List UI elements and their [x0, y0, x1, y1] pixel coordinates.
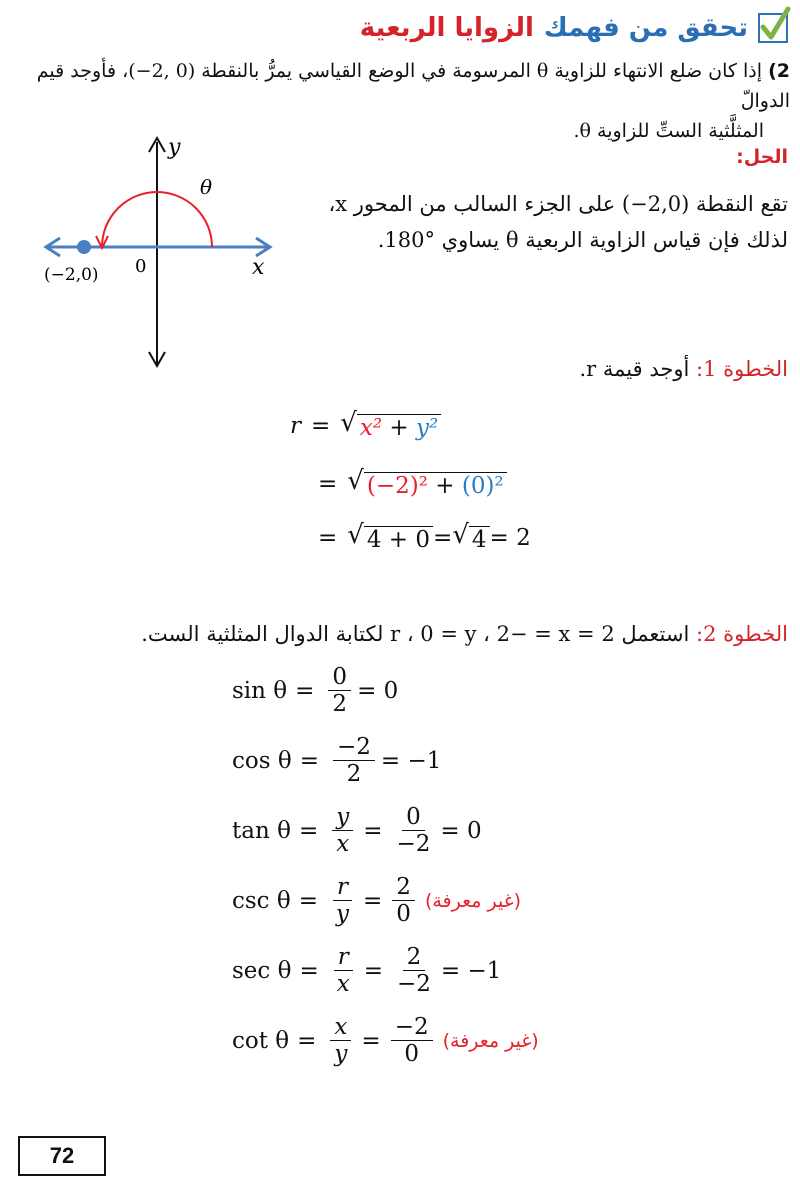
- sin-denominator: 2: [332, 691, 348, 718]
- topic-title: الزوايا الربعية: [359, 13, 534, 43]
- sin-label: sin θ: [232, 677, 288, 704]
- radicand-sum: 4 + 0: [364, 526, 433, 553]
- cot-row: [232, 1014, 539, 1068]
- origin-label: 0: [135, 256, 147, 277]
- theta-label: θ: [200, 175, 213, 199]
- solution-line-1: تقع النقطة (2,0−) على الجزء السالب من المحور x،: [328, 192, 788, 216]
- equals-sign: =: [318, 524, 338, 551]
- tan-denominator-value: −2: [396, 831, 431, 858]
- y-axis-label: y: [168, 135, 181, 160]
- tan-result: = 0: [440, 817, 482, 844]
- cos-label: cos θ: [232, 747, 292, 774]
- step-2-text: استعمل 2 = r ، 0 = y ، 2− = x لكتابة الدوال المثلثية الست.: [141, 622, 690, 646]
- equals-sign: =: [318, 470, 338, 497]
- equals-sign: =: [298, 887, 319, 914]
- csc-label: csc θ: [232, 887, 291, 914]
- sin-numerator: 0: [328, 664, 351, 691]
- cot-label: cot θ: [232, 1027, 290, 1054]
- csc-denominator-value: 0: [396, 901, 411, 928]
- csc-undefined-note: (غير معرفة): [424, 889, 522, 912]
- tan-numerator: y: [332, 804, 353, 831]
- sec-numerator: r: [334, 944, 353, 971]
- sec-denominator-value: −2: [397, 971, 431, 998]
- r-variable: r: [290, 412, 301, 439]
- point-label: (−2,0): [44, 265, 99, 285]
- csc-numerator: r: [333, 874, 352, 901]
- angle-diagram: [40, 132, 280, 372]
- sec-denominator: x: [336, 971, 350, 998]
- csc-denominator: y: [336, 901, 350, 928]
- x-squared: x²: [359, 415, 383, 441]
- problem-line-1: إذا كان ضلع الانتهاء للزاوية θ المرسومة في الوضع القياسي يمرُّ بالنقطة (0 ,2−)، فأوجد قيم الدوالّ: [36, 60, 790, 112]
- sec-label: sec θ: [232, 957, 292, 984]
- step-1: [579, 357, 788, 381]
- solution-line-2: لذلك فإن قياس الزاوية الربعية θ يساوي °180.: [377, 228, 788, 252]
- sin-row: [232, 664, 398, 718]
- cot-denominator-value: 0: [404, 1041, 419, 1068]
- cos-result: = −1: [380, 747, 442, 774]
- tan-row: [232, 804, 482, 858]
- cos-row: [232, 734, 441, 788]
- sec-result: = −1: [440, 957, 502, 984]
- equals-sign: =: [299, 747, 319, 774]
- sec-row: [232, 944, 501, 998]
- page-number-box: [18, 1136, 106, 1176]
- problem-line-2: المثلَّثية الستِّ للزاوية θ.: [573, 120, 764, 142]
- solution-label: الحل:: [736, 146, 788, 168]
- equals-sign: =: [363, 817, 383, 844]
- cos-numerator: −2: [333, 734, 375, 761]
- neg-two-squared: (−2)²: [366, 473, 428, 499]
- lesson-header: [360, 6, 788, 50]
- cot-denominator: y: [334, 1041, 348, 1068]
- page-number: 72: [49, 1143, 75, 1168]
- equals-sign: =: [361, 1027, 381, 1054]
- equals-sign: =: [363, 957, 384, 984]
- radicand-four: 4: [469, 526, 490, 553]
- check-understanding-title: تحقق من فهمك: [543, 13, 748, 43]
- tan-numerator-value: 0: [402, 804, 425, 831]
- equals-sign: =: [298, 817, 319, 844]
- tan-label: tan θ: [232, 817, 291, 844]
- problem-number: 2): [768, 60, 790, 82]
- cot-numerator: x: [330, 1014, 351, 1041]
- zero-squared: (0)²: [461, 473, 504, 499]
- equals-sign: =: [311, 412, 331, 439]
- equals-sign: =: [295, 677, 315, 704]
- plus-sign: +: [382, 415, 416, 441]
- step-2-label: الخطوة 2:: [696, 622, 788, 646]
- r-result: = 2: [489, 524, 531, 551]
- y-squared: y²: [415, 415, 439, 441]
- cot-undefined-note: (غير معرفة): [442, 1029, 539, 1052]
- cos-denominator: 2: [346, 761, 362, 788]
- sin-result: = 0: [357, 677, 399, 704]
- equals-sign: =: [299, 957, 319, 984]
- equals-sign: =: [363, 887, 383, 914]
- step-1-label: الخطوة 1:: [696, 357, 788, 381]
- point-marker: [77, 240, 91, 254]
- cot-numerator-value: −2: [391, 1014, 433, 1041]
- x-axis-label: x: [252, 255, 265, 280]
- csc-numerator-value: 2: [392, 874, 415, 901]
- sec-numerator-value: 2: [403, 944, 426, 971]
- step-2: [141, 622, 788, 646]
- tan-denominator: x: [336, 831, 350, 858]
- equals-sign: =: [297, 1027, 317, 1054]
- csc-row: [232, 874, 521, 928]
- checkmark-icon: [758, 13, 788, 43]
- step-1-text: أوجد قيمة r.: [579, 357, 690, 381]
- plus-sign: +: [427, 473, 462, 499]
- equals-sign: =: [433, 524, 453, 551]
